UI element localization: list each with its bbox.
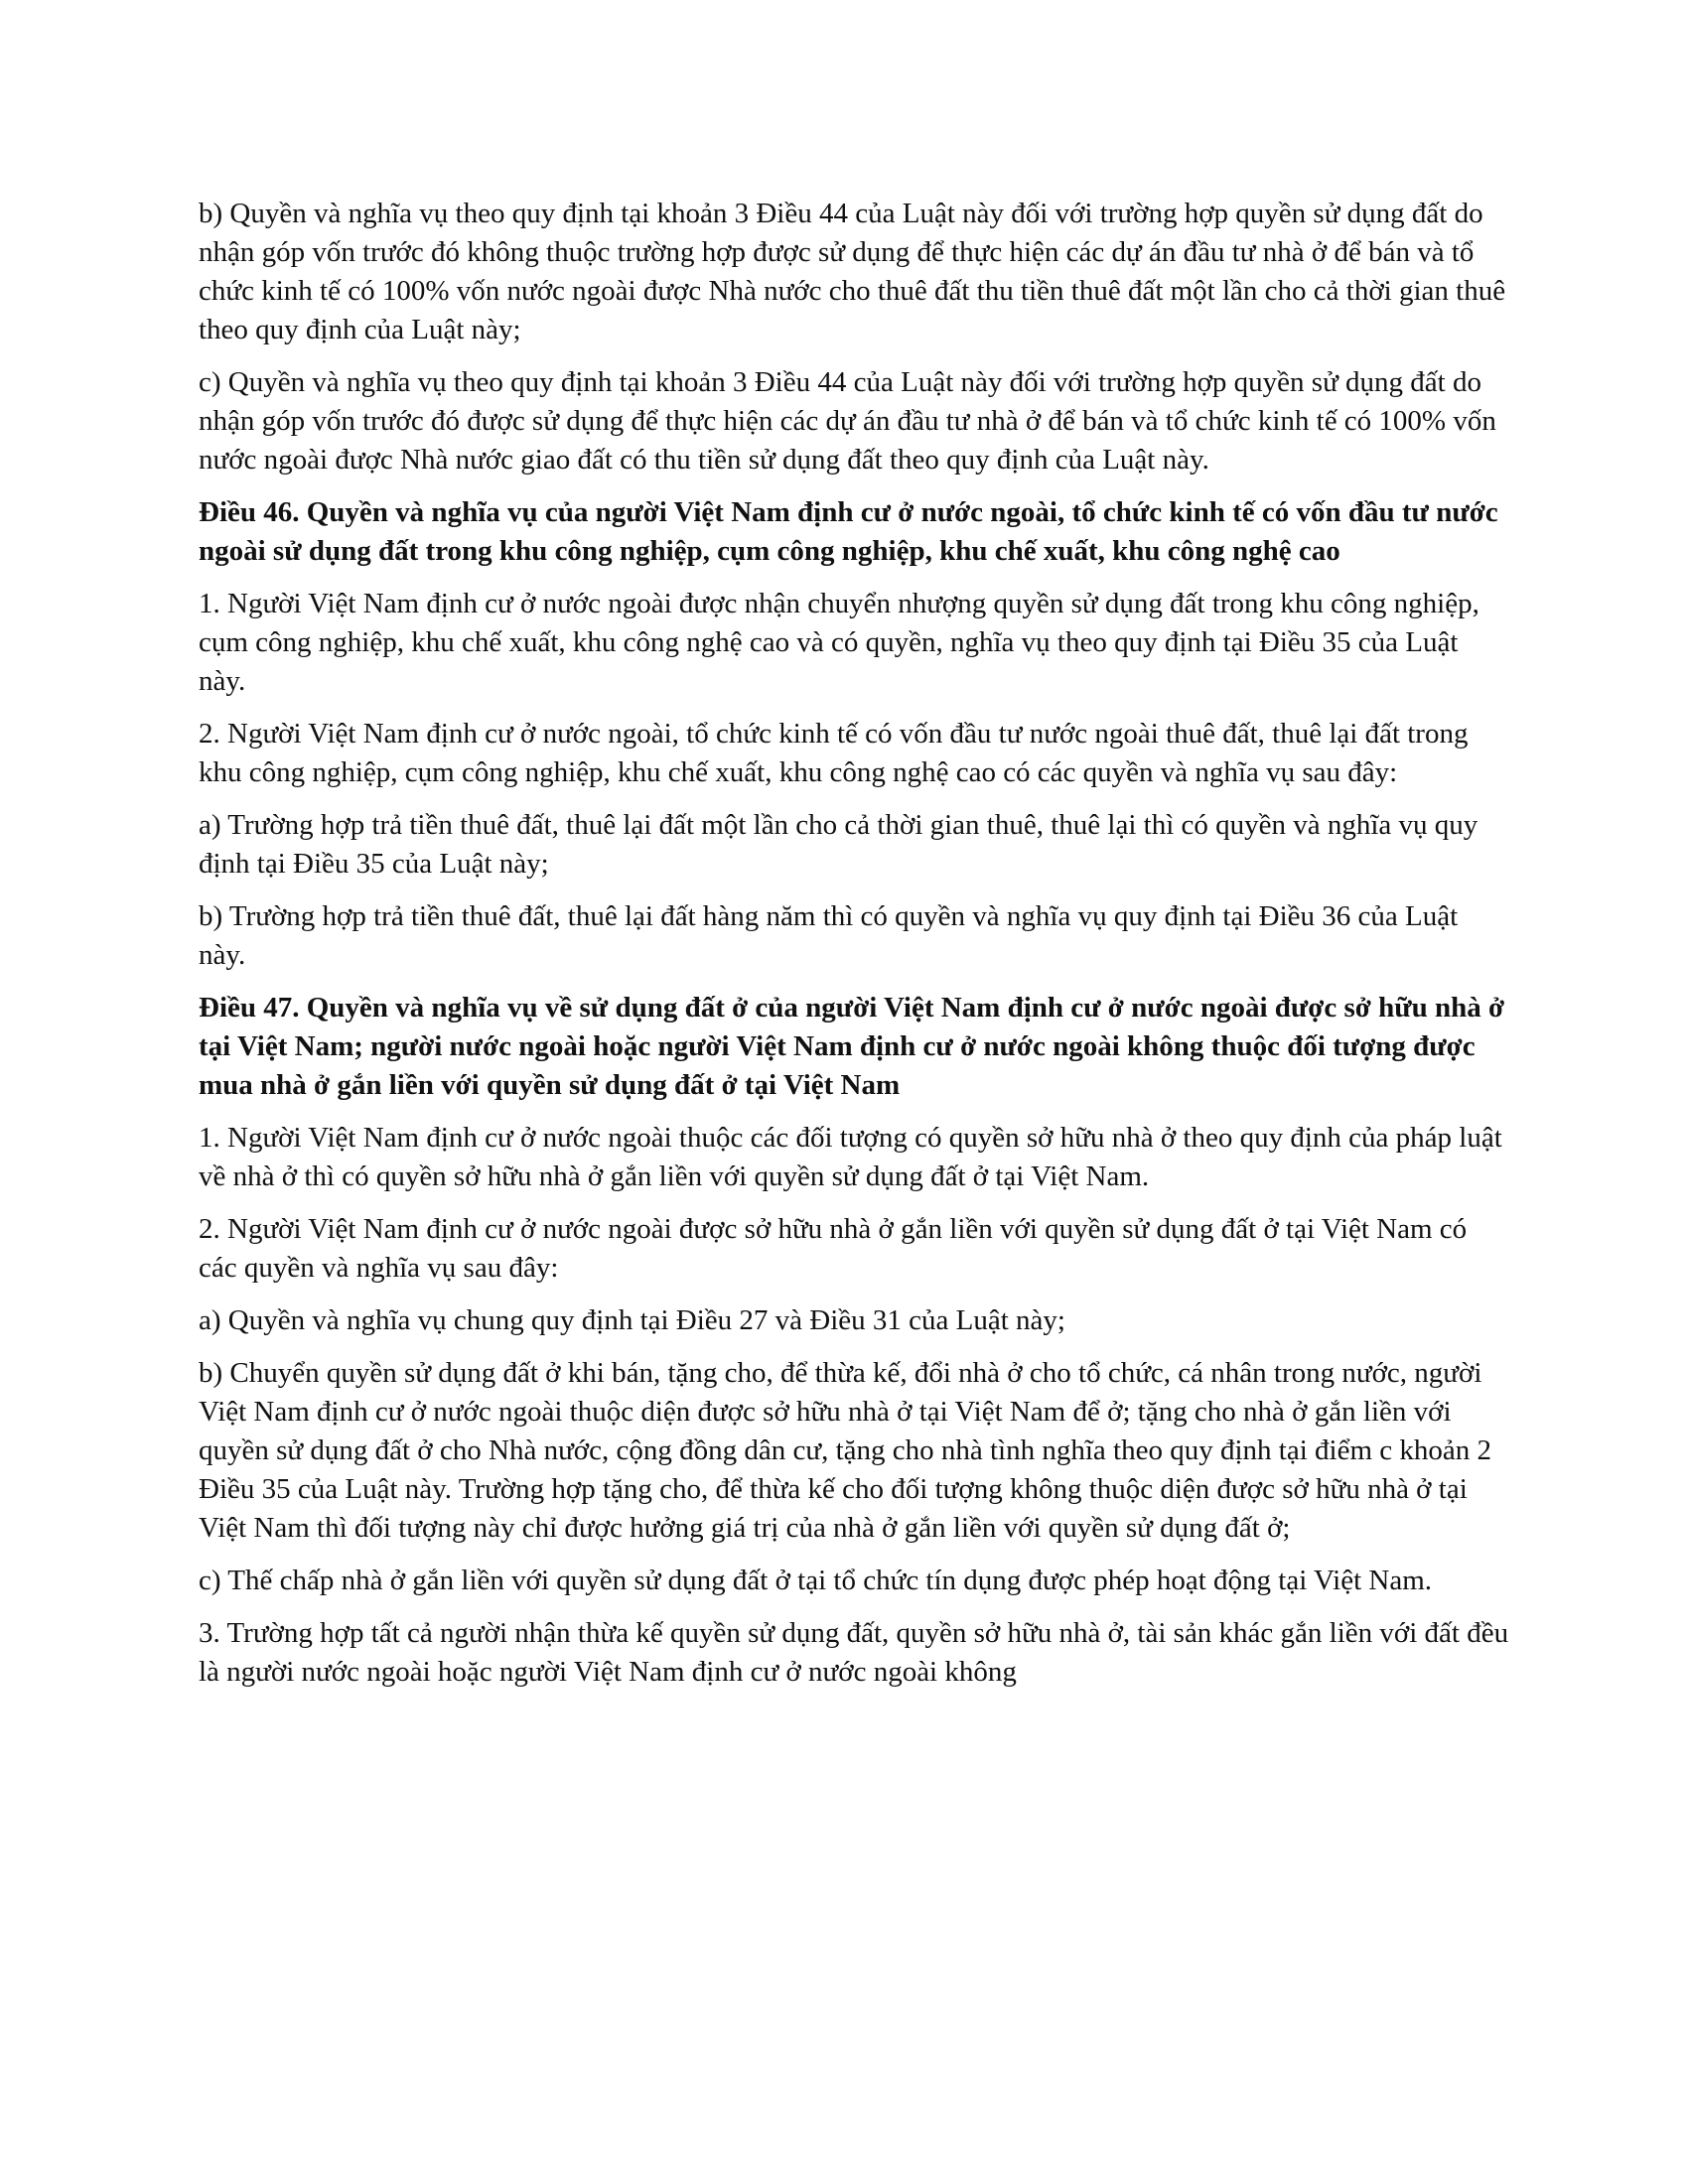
- document-page: [199, 195, 1509, 1706]
- paragraph-47-2: 2. Người Việt Nam định cư ở nước ngoài được sở hữu nhà ở gắn liền với quyền sử dụng đất ở tại Việt Nam có các quyền và nghĩa vụ sau đây:: [199, 1213, 1468, 1284]
- paragraph-47-2-a: a) Quyền và nghĩa vụ chung quy định tại Điều 27 và Điều 31 của Luật này;: [199, 1304, 1065, 1336]
- article-46-heading: Điều 46. Quyền và nghĩa vụ của người Việt Nam định cư ở nước ngoài, tổ chức kinh tế có vốn đầu tư nước ngoài sử dụng đất trong khu công nghiệp, cụm công nghiệp, khu chế xuất, khu công nghệ cao: [199, 496, 1498, 567]
- paragraph-47-2-c: c) Thế chấp nhà ở gắn liền với quyền sử dụng đất ở tại tổ chức tín dụng được phép hoạt động tại Việt Nam.: [199, 1565, 1433, 1596]
- paragraph-47-1: 1. Người Việt Nam định cư ở nước ngoài thuộc các đối tượng có quyền sở hữu nhà ở theo quy định của pháp luật về nhà ở thì có quyền sở hữu nhà ở gắn liền với quyền sử dụng đất ở tại Việt Nam.: [199, 1122, 1502, 1192]
- paragraph-45-b: b) Quyền và nghĩa vụ theo quy định tại khoản 3 Điều 44 của Luật này đối với trường hợp quyền sử dụng đất do nhận góp vốn trước đó không thuộc trường hợp được sử dụng để thực hiện các dự án đầu tư nhà ở để bán và tổ chức kinh tế có 100% vốn nước ngoài được Nhà nước cho thuê đất thu tiền thuê đất một lần cho cả thời gian thuê theo quy định của Luật này;: [199, 198, 1506, 345]
- paragraph-46-1: 1. Người Việt Nam định cư ở nước ngoài được nhận chuyển nhượng quyền sử dụng đất trong khu công nghiệp, cụm công nghiệp, khu chế xuất, khu công nghệ cao và có quyền, nghĩa vụ theo quy định tại Điều 35 của Luật này.: [199, 588, 1479, 697]
- paragraph-46-2: 2. Người Việt Nam định cư ở nước ngoài, tổ chức kinh tế có vốn đầu tư nước ngoài thuê đất, thuê lại đất trong khu công nghiệp, cụm công nghiệp, khu chế xuất, khu công nghệ cao có các quyền và nghĩa vụ sau đây:: [199, 718, 1469, 788]
- article-47-heading: Điều 47. Quyền và nghĩa vụ về sử dụng đất ở của người Việt Nam định cư ở nước ngoài được sở hữu nhà ở tại Việt Nam; người nước ngoài hoặc người Việt Nam định cư ở nước ngoài không thuộc đối tượng được mua nhà ở gắn liền với quyền sử dụng đất ở tại Việt Nam: [199, 992, 1505, 1101]
- paragraph-45-c: c) Quyền và nghĩa vụ theo quy định tại khoản 3 Điều 44 của Luật này đối với trường hợp quyền sử dụng đất do nhận góp vốn trước đó được sử dụng để thực hiện các dự án đầu tư nhà ở để bán và tổ chức kinh tế có 100% vốn nước ngoài được Nhà nước giao đất có thu tiền sử dụng đất theo quy định của Luật này.: [199, 366, 1496, 476]
- paragraph-46-2-a: a) Trường hợp trả tiền thuê đất, thuê lại đất một lần cho cả thời gian thuê, thuê lại thì có quyền và nghĩa vụ quy định tại Điều 35 của Luật này;: [199, 809, 1478, 880]
- paragraph-47-3: 3. Trường hợp tất cả người nhận thừa kế quyền sử dụng đất, quyền sở hữu nhà ở, tài sản khác gắn liền với đất đều là người nước ngoài hoặc người Việt Nam định cư ở nước ngoài không: [199, 1617, 1509, 1688]
- paragraph-47-2-b: b) Chuyển quyền sử dụng đất ở khi bán, tặng cho, để thừa kế, đổi nhà ở cho tổ chức, cá nhân trong nước, người Việt Nam định cư ở nước ngoài thuộc diện được sở hữu nhà ở tại Việt Nam để ở; tặng cho nhà ở gắn liền với quyền sử dụng đất ở cho Nhà nước, cộng đồng dân cư, tặng cho nhà tình nghĩa theo quy định tại điểm c khoản 2 Điều 35 của Luật này. Trường hợp tặng cho, để thừa kế cho đối tượng không thuộc diện được sở hữu nhà ở tại Việt Nam thì đối tượng này chỉ được hưởng giá trị của nhà ở gắn liền với quyền sử dụng đất ở;: [199, 1357, 1491, 1544]
- paragraph-46-2-b: b) Trường hợp trả tiền thuê đất, thuê lại đất hàng năm thì có quyền và nghĩa vụ quy định tại Điều 36 của Luật này.: [199, 900, 1459, 971]
